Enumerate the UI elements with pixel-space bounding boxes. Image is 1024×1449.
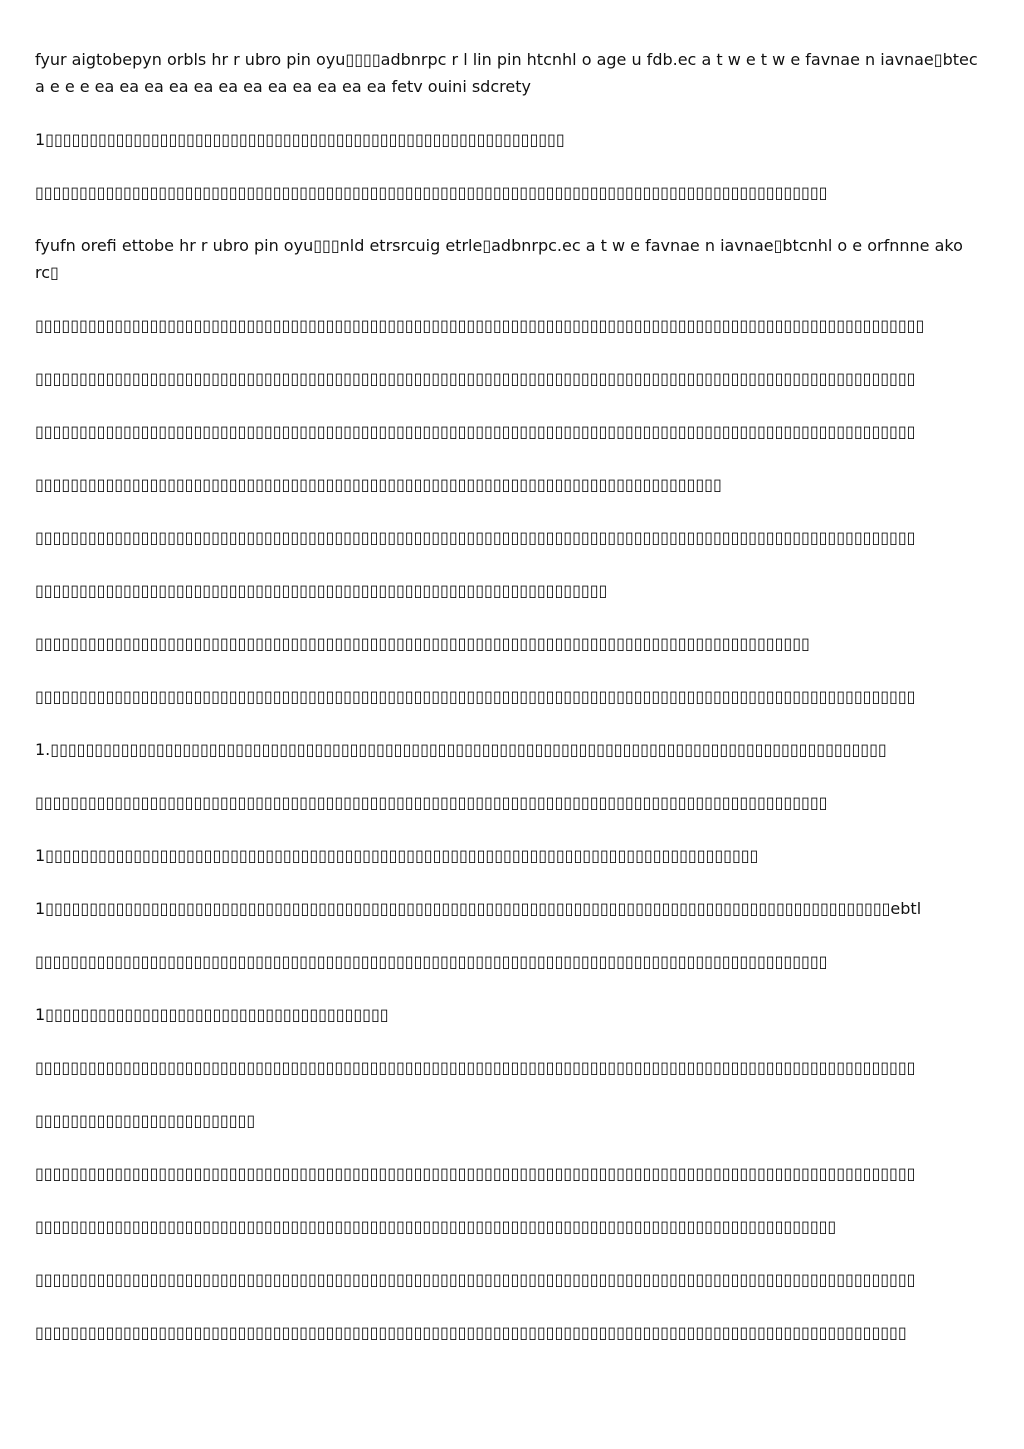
paragraph: ▯▯▯▯▯▯▯▯▯▯▯▯▯▯▯▯▯▯▯▯▯▯▯▯▯ xyxy=(35,1111,256,1130)
paragraph: 1▯▯▯▯▯▯▯▯▯▯▯▯▯▯▯▯▯▯▯▯▯▯▯▯▯▯▯▯▯▯▯▯▯▯▯▯▯▯▯ xyxy=(35,1005,389,1024)
paragraph: fyur aigtobepyn orbls hr r ubro pin oyu▯▯▯▯adbnrpc r l lin pin htcnhl o age u fdb.ec a t w e t w e favnae n iavnae▯btec a e e e ea ea ea ea ea ea ea ea ea ea ea ea fetv ouini sdcrety xyxy=(35,50,978,96)
paragraph: ▯▯▯▯▯▯▯▯▯▯▯▯▯▯▯▯▯▯▯▯▯▯▯▯▯▯▯▯▯▯▯▯▯▯▯▯▯▯▯▯▯▯▯▯▯▯▯▯▯▯▯▯▯▯▯▯▯▯▯▯▯▯▯▯▯▯▯▯▯▯▯▯▯▯▯▯▯▯▯▯▯▯▯▯▯▯▯▯▯▯ xyxy=(35,793,828,812)
paragraph: ▯▯▯▯▯▯▯▯▯▯▯▯▯▯▯▯▯▯▯▯▯▯▯▯▯▯▯▯▯▯▯▯▯▯▯▯▯▯▯▯▯▯▯▯▯▯▯▯▯▯▯▯▯▯▯▯▯▯▯▯▯▯▯▯▯▯▯▯▯▯▯▯▯▯▯▯▯▯▯▯▯▯▯▯▯▯▯▯▯▯▯▯▯▯▯▯▯▯▯ xyxy=(35,1323,907,1342)
paragraph: ▯▯▯▯▯▯▯▯▯▯▯▯▯▯▯▯▯▯▯▯▯▯▯▯▯▯▯▯▯▯▯▯▯▯▯▯▯▯▯▯▯▯▯▯▯▯▯▯▯▯▯▯▯▯▯▯▯▯▯▯▯▯▯▯▯▯▯▯▯▯▯▯▯▯▯▯▯▯▯▯▯▯▯▯▯▯▯▯▯▯▯▯▯▯▯▯▯▯▯▯ xyxy=(35,528,916,547)
paragraph: ▯▯▯▯▯▯▯▯▯▯▯▯▯▯▯▯▯▯▯▯▯▯▯▯▯▯▯▯▯▯▯▯▯▯▯▯▯▯▯▯▯▯▯▯▯▯▯▯▯▯▯▯▯▯▯▯▯▯▯▯▯▯▯▯▯ xyxy=(35,581,608,600)
paragraph: ▯▯▯▯▯▯▯▯▯▯▯▯▯▯▯▯▯▯▯▯▯▯▯▯▯▯▯▯▯▯▯▯▯▯▯▯▯▯▯▯▯▯▯▯▯▯▯▯▯▯▯▯▯▯▯▯▯▯▯▯▯▯▯▯▯▯▯▯▯▯▯▯▯▯▯▯▯▯▯▯▯▯▯▯▯▯▯▯▯▯▯▯▯▯▯▯▯▯▯▯ xyxy=(35,687,916,706)
paragraph: ▯▯▯▯▯▯▯▯▯▯▯▯▯▯▯▯▯▯▯▯▯▯▯▯▯▯▯▯▯▯▯▯▯▯▯▯▯▯▯▯▯▯▯▯▯▯▯▯▯▯▯▯▯▯▯▯▯▯▯▯▯▯▯▯▯▯▯▯▯▯▯▯▯▯▯▯▯▯▯▯▯▯▯▯▯▯▯▯▯▯ xyxy=(35,952,828,971)
paragraph: ▯▯▯▯▯▯▯▯▯▯▯▯▯▯▯▯▯▯▯▯▯▯▯▯▯▯▯▯▯▯▯▯▯▯▯▯▯▯▯▯▯▯▯▯▯▯▯▯▯▯▯▯▯▯▯▯▯▯▯▯▯▯▯▯▯▯▯▯▯▯▯▯▯▯▯▯▯▯ xyxy=(35,475,722,494)
paragraph: ▯▯▯▯▯▯▯▯▯▯▯▯▯▯▯▯▯▯▯▯▯▯▯▯▯▯▯▯▯▯▯▯▯▯▯▯▯▯▯▯▯▯▯▯▯▯▯▯▯▯▯▯▯▯▯▯▯▯▯▯▯▯▯▯▯▯▯▯▯▯▯▯▯▯▯▯▯▯▯▯▯▯▯▯▯▯▯▯▯▯▯▯▯▯▯▯▯▯▯▯▯ xyxy=(35,316,925,335)
paragraph: 1▯▯▯▯▯▯▯▯▯▯▯▯▯▯▯▯▯▯▯▯▯▯▯▯▯▯▯▯▯▯▯▯▯▯▯▯▯▯▯▯▯▯▯▯▯▯▯▯▯▯▯▯▯▯▯▯▯▯▯▯▯▯▯▯▯▯▯▯▯▯▯▯▯▯▯▯▯▯▯▯▯▯▯▯▯▯▯▯▯▯▯▯▯▯▯▯ebtl xyxy=(35,899,922,918)
paragraph: ▯▯▯▯▯▯▯▯▯▯▯▯▯▯▯▯▯▯▯▯▯▯▯▯▯▯▯▯▯▯▯▯▯▯▯▯▯▯▯▯▯▯▯▯▯▯▯▯▯▯▯▯▯▯▯▯▯▯▯▯▯▯▯▯▯▯▯▯▯▯▯▯▯▯▯▯▯▯▯▯▯▯▯▯▯▯▯▯▯▯▯▯▯▯▯▯▯▯▯▯ xyxy=(35,1058,916,1077)
paragraph: 1▯▯▯▯▯▯▯▯▯▯▯▯▯▯▯▯▯▯▯▯▯▯▯▯▯▯▯▯▯▯▯▯▯▯▯▯▯▯▯▯▯▯▯▯▯▯▯▯▯▯▯▯▯▯▯▯▯▯▯ xyxy=(35,130,565,149)
paragraph: ▯▯▯▯▯▯▯▯▯▯▯▯▯▯▯▯▯▯▯▯▯▯▯▯▯▯▯▯▯▯▯▯▯▯▯▯▯▯▯▯▯▯▯▯▯▯▯▯▯▯▯▯▯▯▯▯▯▯▯▯▯▯▯▯▯▯▯▯▯▯▯▯▯▯▯▯▯▯▯▯▯▯▯▯▯▯▯▯▯▯▯▯▯▯▯▯▯▯▯▯ xyxy=(35,369,916,388)
paragraph: 1▯▯▯▯▯▯▯▯▯▯▯▯▯▯▯▯▯▯▯▯▯▯▯▯▯▯▯▯▯▯▯▯▯▯▯▯▯▯▯▯▯▯▯▯▯▯▯▯▯▯▯▯▯▯▯▯▯▯▯▯▯▯▯▯▯▯▯▯▯▯▯▯▯▯▯▯▯▯▯▯▯ xyxy=(35,846,759,865)
document-body xyxy=(35,46,990,1372)
paragraph: ▯▯▯▯▯▯▯▯▯▯▯▯▯▯▯▯▯▯▯▯▯▯▯▯▯▯▯▯▯▯▯▯▯▯▯▯▯▯▯▯▯▯▯▯▯▯▯▯▯▯▯▯▯▯▯▯▯▯▯▯▯▯▯▯▯▯▯▯▯▯▯▯▯▯▯▯▯▯▯▯▯▯▯▯▯▯▯▯▯▯▯▯▯▯▯▯▯▯▯▯ xyxy=(35,1164,916,1183)
paragraph: ▯▯▯▯▯▯▯▯▯▯▯▯▯▯▯▯▯▯▯▯▯▯▯▯▯▯▯▯▯▯▯▯▯▯▯▯▯▯▯▯▯▯▯▯▯▯▯▯▯▯▯▯▯▯▯▯▯▯▯▯▯▯▯▯▯▯▯▯▯▯▯▯▯▯▯▯▯▯▯▯▯▯▯▯▯▯▯▯▯▯▯▯▯▯▯▯▯▯▯▯ xyxy=(35,422,916,441)
paragraph: ▯▯▯▯▯▯▯▯▯▯▯▯▯▯▯▯▯▯▯▯▯▯▯▯▯▯▯▯▯▯▯▯▯▯▯▯▯▯▯▯▯▯▯▯▯▯▯▯▯▯▯▯▯▯▯▯▯▯▯▯▯▯▯▯▯▯▯▯▯▯▯▯▯▯▯▯▯▯▯▯▯▯▯▯▯▯▯▯▯▯▯ xyxy=(35,1217,837,1236)
paragraph: 1.▯▯▯▯▯▯▯▯▯▯▯▯▯▯▯▯▯▯▯▯▯▯▯▯▯▯▯▯▯▯▯▯▯▯▯▯▯▯▯▯▯▯▯▯▯▯▯▯▯▯▯▯▯▯▯▯▯▯▯▯▯▯▯▯▯▯▯▯▯▯▯▯▯▯▯▯▯▯▯▯▯▯▯▯▯▯▯▯▯▯▯▯▯▯▯ xyxy=(35,740,887,759)
paragraph: ▯▯▯▯▯▯▯▯▯▯▯▯▯▯▯▯▯▯▯▯▯▯▯▯▯▯▯▯▯▯▯▯▯▯▯▯▯▯▯▯▯▯▯▯▯▯▯▯▯▯▯▯▯▯▯▯▯▯▯▯▯▯▯▯▯▯▯▯▯▯▯▯▯▯▯▯▯▯▯▯▯▯▯▯▯▯▯▯▯▯▯▯▯▯▯▯▯▯▯▯ xyxy=(35,1270,916,1289)
paragraph: ▯▯▯▯▯▯▯▯▯▯▯▯▯▯▯▯▯▯▯▯▯▯▯▯▯▯▯▯▯▯▯▯▯▯▯▯▯▯▯▯▯▯▯▯▯▯▯▯▯▯▯▯▯▯▯▯▯▯▯▯▯▯▯▯▯▯▯▯▯▯▯▯▯▯▯▯▯▯▯▯▯▯▯▯▯▯▯▯ xyxy=(35,634,810,653)
paragraph: fyufn orefi ettobe hr r ubro pin oyu▯▯▯nld etrsrcuig etrle▯adbnrpc.ec a t w e favnae n iavnae▯btcnhl o e orfnnne ako rc▯ xyxy=(35,236,963,282)
paragraph: ▯▯▯▯▯▯▯▯▯▯▯▯▯▯▯▯▯▯▯▯▯▯▯▯▯▯▯▯▯▯▯▯▯▯▯▯▯▯▯▯▯▯▯▯▯▯▯▯▯▯▯▯▯▯▯▯▯▯▯▯▯▯▯▯▯▯▯▯▯▯▯▯▯▯▯▯▯▯▯▯▯▯▯▯▯▯▯▯▯▯ xyxy=(35,183,828,202)
